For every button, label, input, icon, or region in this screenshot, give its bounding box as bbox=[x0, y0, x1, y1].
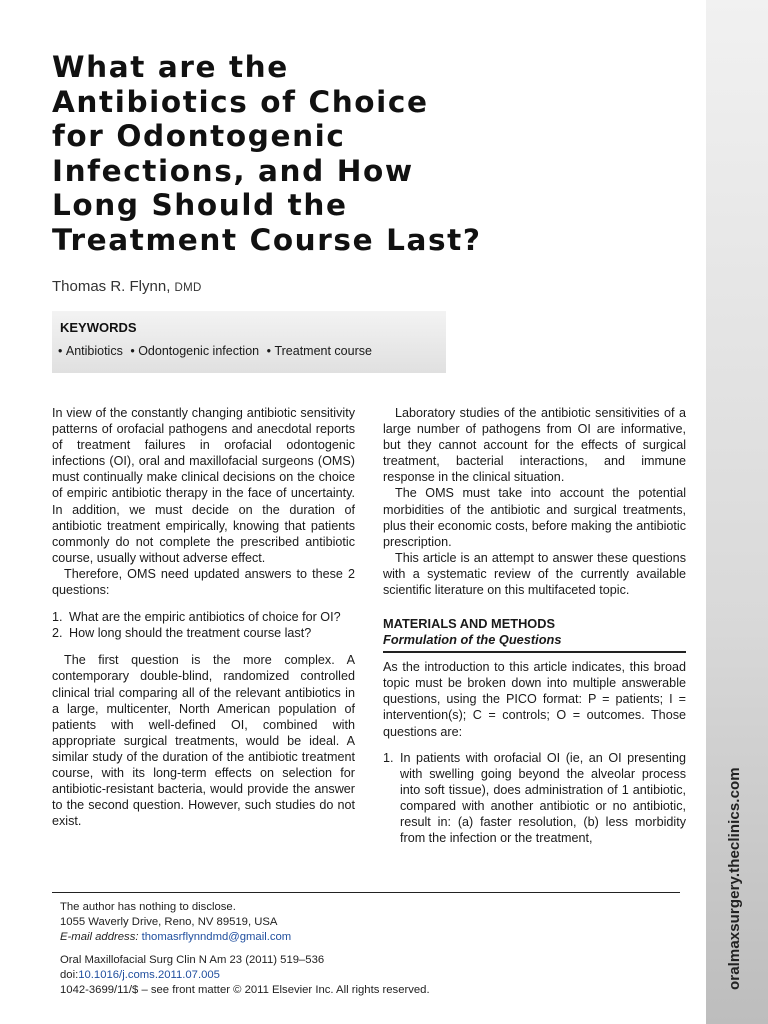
copyright-line: 1042-3699/11/$ – see front matter © 2011 Elsevier Inc. All rights reserved. bbox=[60, 984, 430, 996]
author-address: 1055 Waverly Drive, Reno, NV 89519, USA bbox=[60, 916, 278, 928]
section-heading: MATERIALS AND METHODS bbox=[383, 616, 556, 632]
right-column bbox=[383, 405, 686, 846]
list-item: 1. In patients with orofacial OI (ie, an OI presenting with swelling going beyond the alveolar process into soft tissue), does administration of 1 antibiotic, compared with another antibiotic or no antibiotic, result in: (a) faster resolution, (b) less morbidity from the infection or the treatment, bbox=[383, 750, 686, 846]
footer-divider bbox=[52, 892, 680, 893]
keyword-item: • Treatment course bbox=[267, 344, 372, 358]
body-paragraph: This article is an attempt to answer these questions with a systematic review of the currently available scientific literature on this multifaceted topic. bbox=[383, 550, 686, 598]
body-paragraph: The OMS must take into account the potential morbidities of the antibiotic and surgical treatments, plus their economic costs, before making the antibiotic prescription. bbox=[383, 486, 686, 549]
doi-line bbox=[60, 968, 220, 983]
title-line-2: Antibiotics of Choice bbox=[52, 84, 429, 119]
disclosure-note: The author has nothing to disclose. bbox=[60, 901, 236, 913]
title-line-6: Treatment Course Last? bbox=[52, 222, 482, 257]
intro-paragraph: In view of the constantly changing antibiotic sensitivity patterns of orofacial pathogens and anecdotal reports of treatment failures in orofacial odontogenic infections (OI), oral and maxillofacial surgeons (OMS) must continually make clinical decisions on the choice of empiric antibiotic therapy in the face of uncertainty. In addition, we must decide on the duration of antibiotic treatment empirically, knowing that patients commonly do not complete the prescribed antibiotic course, usually without adverse effect. bbox=[52, 406, 355, 565]
email-label: E-mail address: bbox=[60, 931, 139, 943]
keywords-heading: KEYWORDS bbox=[60, 320, 137, 335]
section-divider bbox=[383, 651, 686, 653]
title-line-4: Infections, and How bbox=[52, 153, 414, 188]
journal-citation: Oral Maxillofacial Surg Clin N Am 23 (2011) 519–536 bbox=[60, 954, 325, 966]
title-line-3: for Odontogenic bbox=[52, 119, 346, 154]
title-line-1: What are the bbox=[52, 50, 289, 84]
article-title bbox=[52, 50, 692, 258]
keyword-item: • Odontogenic infection bbox=[130, 344, 259, 358]
doi-label: doi: bbox=[60, 969, 79, 981]
author-degree: DMD bbox=[174, 282, 202, 294]
journal-website-url[interactable]: oralmaxsurgery.theclinics.com bbox=[726, 767, 743, 990]
keywords-list bbox=[58, 344, 372, 358]
email-link[interactable]: thomasrflynndmd@gmail.com bbox=[141, 931, 292, 943]
subsection-heading: Formulation of the Questions bbox=[383, 632, 562, 648]
questions-list bbox=[52, 609, 355, 641]
title-line-5: Long Should the bbox=[52, 188, 348, 223]
email-line bbox=[60, 930, 291, 945]
list-item: 1. What are the empiric antibiotics of choice for OI? bbox=[52, 610, 341, 625]
keywords-box bbox=[52, 311, 446, 373]
questions-lead-paragraph: Therefore, OMS need updated answers to these 2 questions: bbox=[52, 566, 355, 598]
list-item: 2. How long should the treatment course last? bbox=[52, 626, 312, 641]
author-line bbox=[52, 278, 202, 295]
left-column bbox=[52, 405, 355, 829]
author-name: Thomas R. Flynn, bbox=[52, 278, 171, 295]
body-paragraph: As the introduction to this article indicates, this broad topic must be broken down into multiple answerable questions, using the PICO format: P = patients; I = intervention(s); C = controls; O = outcomes. Those questions are: bbox=[383, 660, 686, 739]
doi-link[interactable]: 10.1016/j.coms.2011.07.005 bbox=[78, 969, 220, 981]
body-paragraph: Laboratory studies of the antibiotic sensitivities of a large number of pathogens from OI are informative, but they cannot account for the effects of surgical treatment, bacterial interactions, and immune response in the clinical situation. bbox=[383, 406, 686, 485]
keyword-item: • Antibiotics bbox=[58, 344, 123, 358]
body-paragraph: The first question is the more complex. A contemporary double-blind, randomized controlled clinical trial comparing all of the relevant antibiotics in a large, multicenter, North American population of patients with well-defined OI, combined with appropriate surgical treatments, would be ideal. A similar study of the duration of the antibiotic treatment course, with its long-term effects on selection for antibiotic-resistant bacteria, would provide the answer to the second question. However, such studies do not exist. bbox=[52, 653, 355, 829]
pico-questions-list bbox=[383, 750, 686, 847]
